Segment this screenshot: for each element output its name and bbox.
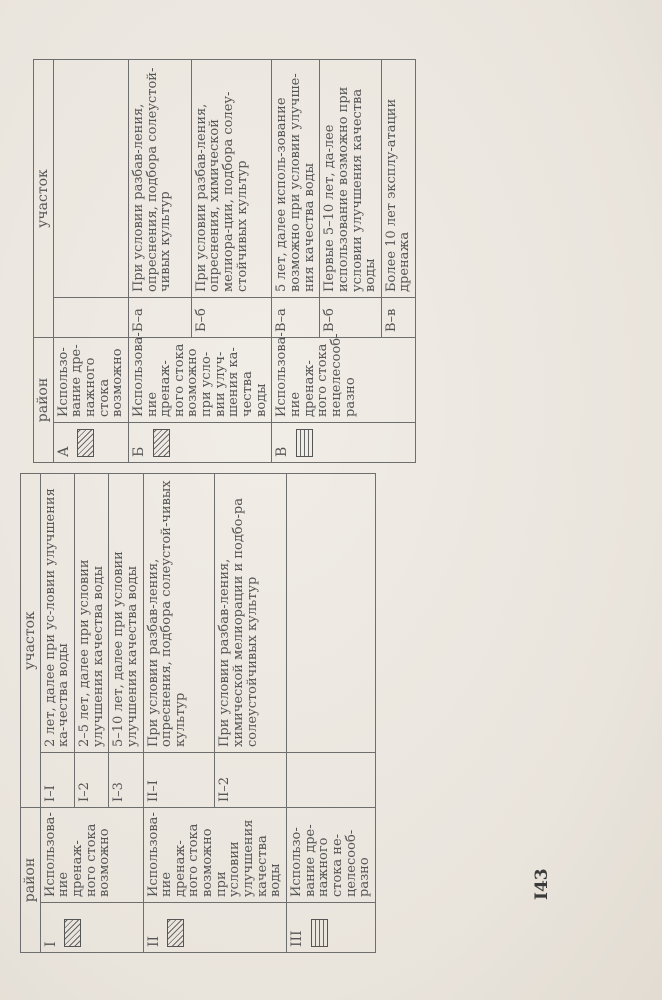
district-code-cell xyxy=(53,423,128,463)
page-number: I43 xyxy=(532,868,552,900)
district-desc: Использова-ние дренаж-ного стока возможно при условии улучшения качества воды xyxy=(143,808,286,903)
table-row xyxy=(143,474,215,953)
drainage-table-b xyxy=(33,59,416,463)
district-code: А xyxy=(55,446,72,457)
plot-desc: 5 лет, далее исполь-зование возможно при условии улучше-ния качества воды xyxy=(272,60,320,298)
header-district: район xyxy=(21,808,41,953)
plot-code: II–I xyxy=(143,753,215,808)
plot-code: Б–б xyxy=(191,298,272,338)
district-desc: Использо-вание дре-нажного стока возможно xyxy=(53,338,128,423)
plot-desc: При условии разбав-ления, опреснения, подбора солеустой-чивых культур xyxy=(128,60,191,298)
line-pattern-icon xyxy=(296,429,313,457)
district-code-cell xyxy=(40,903,143,953)
hatch-pattern-icon xyxy=(153,429,170,457)
district-code: Б xyxy=(130,446,147,457)
district-code-cell xyxy=(128,423,271,463)
table-row xyxy=(272,60,320,463)
plot-desc: 5–10 лет, далее при условии улучшения качества воды xyxy=(109,474,143,753)
table-header-row xyxy=(34,60,54,463)
table-row xyxy=(128,60,191,463)
plot-code: I–2 xyxy=(74,753,108,808)
table-header-row xyxy=(21,474,41,953)
hatch-pattern-icon xyxy=(64,919,81,947)
header-plot: участок xyxy=(21,474,41,808)
plot-code: В–а xyxy=(272,298,320,338)
plot-code: В–в xyxy=(381,298,415,338)
header-plot: участок xyxy=(34,60,54,338)
district-code: III xyxy=(288,930,305,947)
plot-desc: При условии разбав-ления, химической мелиорации и подбо-ра солеустойчивых культур xyxy=(215,474,287,753)
district-desc: Использо-вание дре-нажного стока не-целесооб-разно xyxy=(286,808,375,903)
district-desc: Использова-ние дренаж-ного стока возможно xyxy=(40,808,143,903)
plot-code: I–I xyxy=(40,753,74,808)
hatch-pattern-icon xyxy=(167,919,184,947)
plot-desc: Более 10 лет эксплу-атации дренажа xyxy=(381,60,415,298)
drainage-table-a xyxy=(20,473,376,953)
district-code: I xyxy=(42,941,59,947)
plot-code-empty xyxy=(53,298,128,338)
plot-code: Б–а xyxy=(128,298,191,338)
plot-code-empty xyxy=(286,753,375,808)
table-row xyxy=(40,474,74,953)
district-desc: Использова-ние дренаж-ного стока возможно при усло-вии улуч-шения ка-чества воды xyxy=(128,338,271,423)
table-row xyxy=(286,474,375,953)
table-row xyxy=(53,60,128,463)
district-code: II xyxy=(145,935,162,947)
hatch-pattern-icon xyxy=(77,429,94,457)
plot-desc: 2–5 лет, далее при условии улучшения качества воды xyxy=(74,474,108,753)
district-code-cell xyxy=(143,903,286,953)
plot-desc: При условии разбав-ления, опреснения, химической мелиора-ции, подбора солеу-стойчивых культур xyxy=(191,60,272,298)
plot-code: В–б xyxy=(320,298,382,338)
plot-desc: При условии разбав-ления, опреснения, подбора солеустой-чивых культур xyxy=(143,474,215,753)
plot-desc: 2 лет, далее при ус-ловии улучшения ка-чества воды xyxy=(40,474,74,753)
district-desc: Использова-ние дренаж-ного стока нецелесооб-разно xyxy=(272,338,416,423)
plot-desc-empty xyxy=(53,60,128,298)
plot-desc-empty xyxy=(286,474,375,753)
header-district: район xyxy=(34,338,54,463)
plot-code: I–3 xyxy=(109,753,143,808)
plot-code: II–2 xyxy=(215,753,287,808)
district-code-cell xyxy=(286,903,375,953)
district-code-cell xyxy=(272,423,416,463)
line-pattern-icon xyxy=(311,919,328,947)
plot-desc: Первые 5–10 лет, да-лее использование возможно при условии улучшения качества воды xyxy=(320,60,382,298)
district-code: В xyxy=(274,446,291,457)
